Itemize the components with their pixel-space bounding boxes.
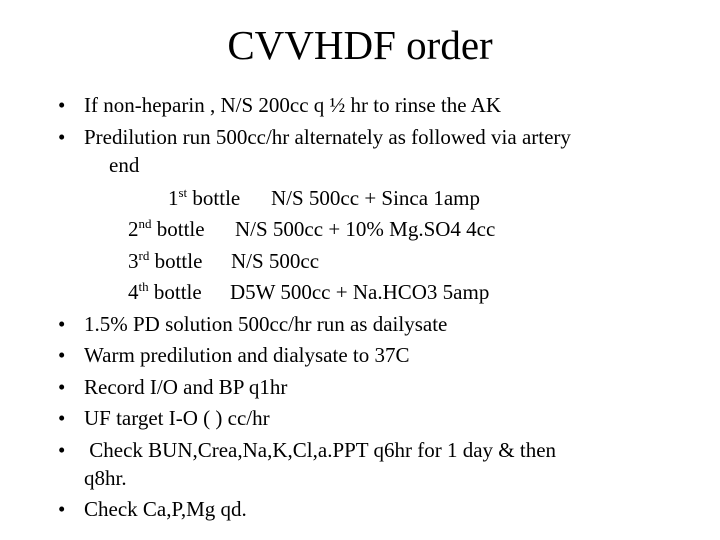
bullet-marker: • <box>58 406 66 430</box>
bottle-number: 4 <box>128 280 139 304</box>
list-item-text: Predilution run 500cc/hr alternately as followed via artery <box>84 125 571 149</box>
bottle-ordinal-suffix: nd <box>138 216 152 231</box>
list-item-text: Record I/O and BP q1hr <box>84 375 288 399</box>
list-item-text: If non-heparin , N/S 200cc q ½ hr to rinse the AK <box>84 93 501 117</box>
bottle-ordinal-suffix: rd <box>138 248 150 263</box>
list-item-text: 1.5% PD solution 500cc/hr run as dailysate <box>84 312 448 336</box>
bullet-marker: • <box>58 343 66 367</box>
bullet-marker: • <box>58 93 66 117</box>
bottle-number: 2 <box>128 217 139 241</box>
bullet-marker: • <box>58 438 66 462</box>
bullet-marker: • <box>58 375 66 399</box>
bottle-number: 1 <box>168 186 179 210</box>
bottle-label: bottle <box>153 280 202 304</box>
bottle-content: N/S 500cc + Sinca 1amp <box>271 186 480 210</box>
list-item-text: q8hr. <box>84 466 127 490</box>
bottle-content: N/S 500cc + 10% Mg.SO4 4cc <box>235 217 496 241</box>
list-item-text: Warm predilution and dialysate to 37C <box>84 343 410 367</box>
bottle-ordinal-suffix: st <box>178 185 188 200</box>
bottle-label: bottle <box>154 249 203 273</box>
list-item-text: Check BUN,Crea,Na,K,Cl,a.PPT q6hr for 1 day & then <box>84 438 557 462</box>
bottle-label: bottle <box>192 186 241 210</box>
bottle-content: N/S 500cc <box>231 249 320 273</box>
bottle-number: 3 <box>128 249 139 273</box>
list-item-text: Check Ca,P,Mg qd. <box>84 497 247 521</box>
slide-title: CVVHDF order <box>227 22 493 68</box>
bottle-label: bottle <box>156 217 205 241</box>
bottle-ordinal-suffix: th <box>138 279 149 294</box>
list-item-text: UF target I-O ( ) cc/hr <box>84 406 270 430</box>
bullet-marker: • <box>58 125 66 149</box>
bullet-marker: • <box>58 312 66 336</box>
bullet-marker: • <box>58 497 66 521</box>
bottle-content: D5W 500cc + Na.HCO3 5amp <box>230 280 490 304</box>
list-item-text: end <box>109 153 140 177</box>
